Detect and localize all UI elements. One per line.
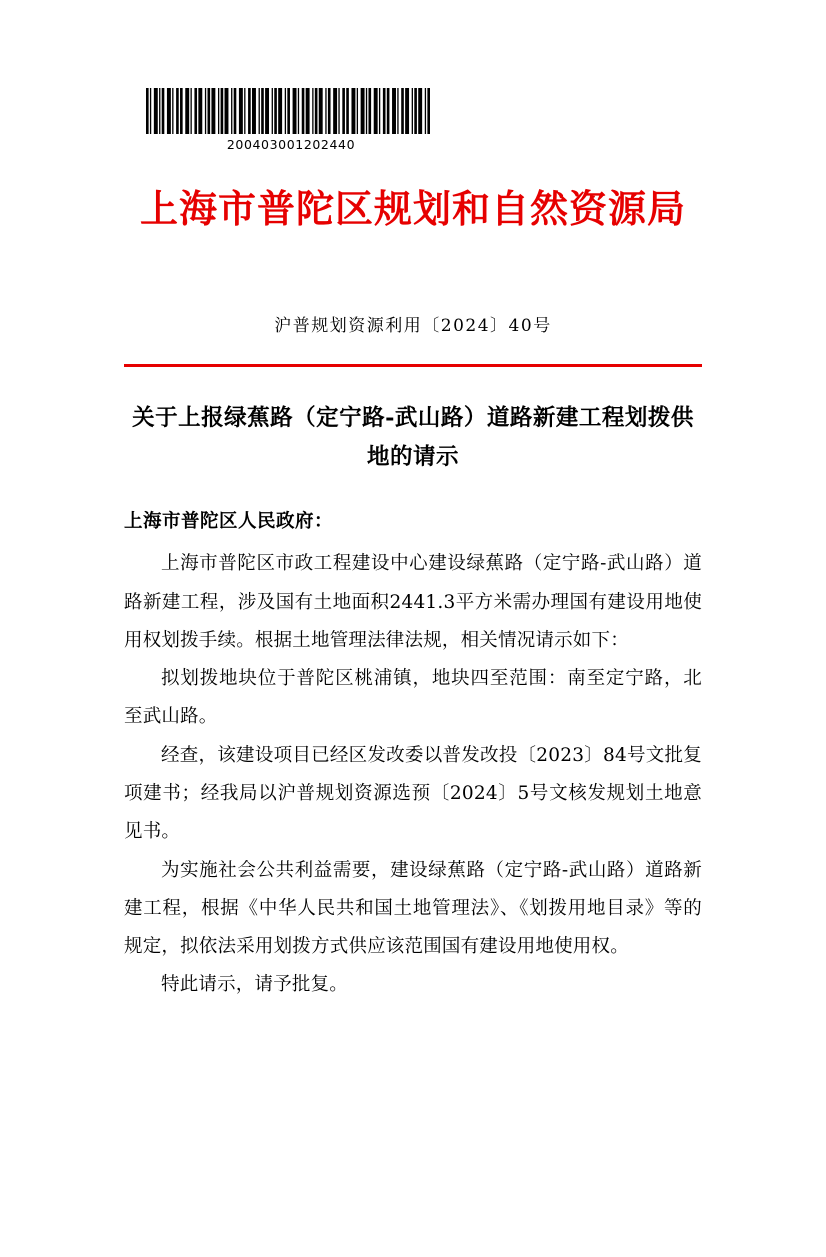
- organization-title: 上海市普陀区规划和自然资源局: [139, 186, 686, 231]
- document-body: [124, 545, 702, 1004]
- body-paragraph: 为实施社会公共利益需要，建设绿蕉路（定宁路-武山路）道路新建工程，根据《中华人民共和国土地管理法》、《划拨用地目录》等的规定，拟依法采用划拨方式供应该范围国有建设用地使用权。: [124, 859, 702, 958]
- barcode-number: 200403001202440: [226, 137, 356, 152]
- red-divider: [124, 364, 702, 367]
- document-title: 关于上报绿蕉路（定宁路-武山路）道路新建工程划拨供地的请示: [132, 404, 694, 470]
- body-paragraph: 特此请示，请予批复。: [161, 974, 349, 996]
- body-paragraph: 拟划拨地块位于普陀区桃浦镇，地块四至范围：南至定宁路，北至武山路。: [124, 668, 702, 728]
- barcode-image: [146, 88, 430, 134]
- recipient-line: 上海市普陀区人民政府：: [124, 511, 334, 533]
- document-number: 沪普规划资源利用〔2024〕40号: [274, 316, 552, 336]
- body-paragraph: 上海市普陀区市政工程建设中心建设绿蕉路（定宁路-武山路）道路新建工程，涉及国有土地面积2441.3平方米需办理国有建设用地使用权划拨手续。根据土地管理法律法规，相关情况请示如下：: [124, 553, 702, 651]
- document-page: [0, 88, 826, 1257]
- body-paragraph: 经查，该建设项目已经区发改委以普发改投〔2023〕84号文批复项建书；经我局以沪普规划资源选预〔2024〕5号文核发规划土地意见书。: [124, 744, 702, 843]
- barcode-block: [146, 88, 436, 152]
